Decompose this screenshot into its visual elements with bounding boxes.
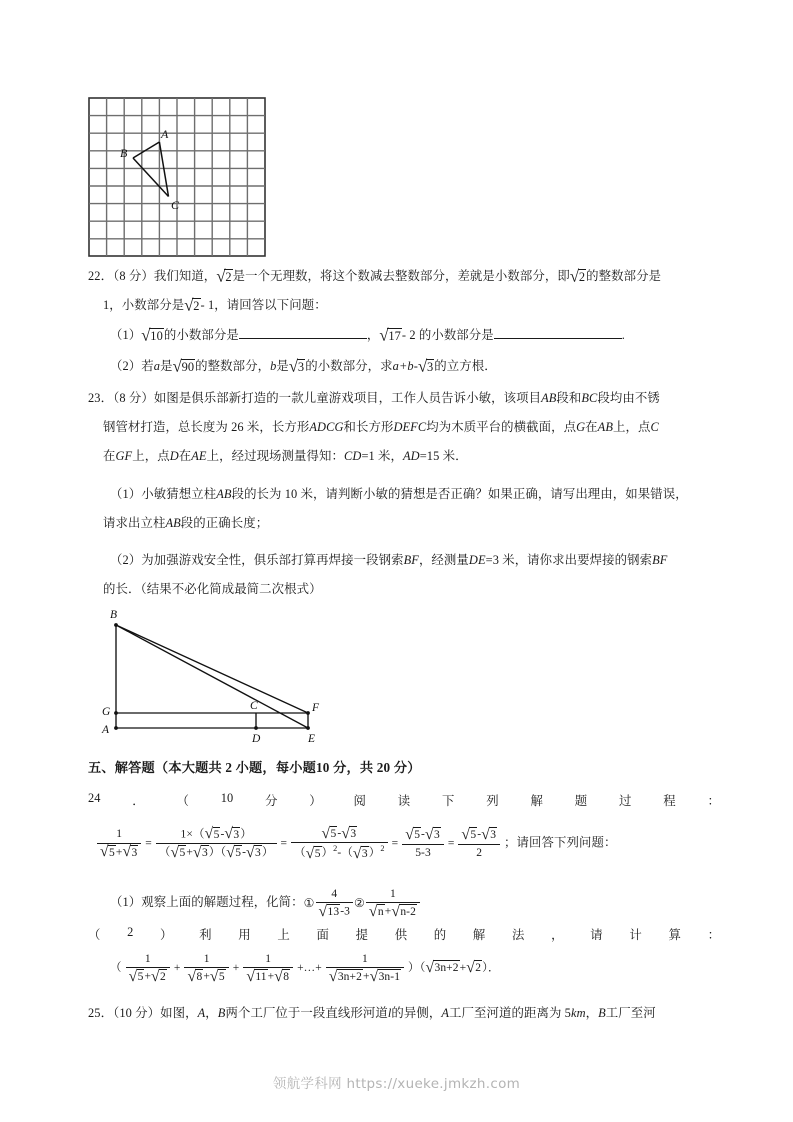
q25-l1-d: 的异侧， (391, 1006, 442, 1020)
q24-p2-c9: 的 (433, 928, 447, 942)
q24-p2-c16: ： (707, 928, 720, 942)
q24-head-c13: 程 (663, 794, 676, 808)
q23-p1-b: 段的长为 10 米，请判断小敏的猜想是否正确？如果正确，请写出理由，如果错误， (231, 487, 688, 501)
q24-p2-c3: 利 (199, 928, 212, 942)
ellipsis-plus: +…+ (297, 962, 322, 975)
q23-p1-c-a: 请求出立柱 (103, 516, 166, 530)
q22-line1-b: 是一个无理数，将这个数减去整数部分，差就是小数部分，即 (232, 269, 570, 283)
final-period: ． (487, 962, 500, 975)
exp-2a: 2 (333, 844, 338, 854)
q24-derivation-tail: ；请回答下列问题： (504, 835, 617, 850)
radical-5-s3n: √ 5 (321, 824, 337, 842)
radical-13: √ 13 (318, 903, 340, 921)
radical-5-s5: √ 5 (461, 826, 477, 844)
radical-5-t1: √ 5 (128, 968, 144, 986)
radical-2c: √ 2 (184, 295, 200, 315)
q22-line2 (103, 297, 327, 314)
q23-part2-line1 (110, 552, 667, 568)
q22-part2 (110, 358, 497, 375)
q23-l3-d: 上，经过现场测量得知： (206, 449, 345, 463)
radical-5-s2n: √ 5 (204, 825, 220, 843)
q23-p2-c: =3 米，请你求出要焊接的钢索 (485, 553, 653, 567)
q22-line1-a: 22．（8 分）我们知道， (88, 269, 217, 283)
q25-l1-g: 工厂至河 (605, 1006, 656, 1020)
q24-head-c9: 列 (486, 794, 499, 808)
q25-factory-a: A (197, 1006, 206, 1020)
q23-geometry-figure (86, 603, 336, 745)
q23-pt-c: C (650, 420, 659, 434)
q24-head-c5: ） (309, 794, 322, 808)
q23-seg-gf: GF (115, 449, 133, 463)
q23-seg-ae: AE (191, 449, 207, 463)
q23-rect-adcg: ADCG (309, 420, 344, 434)
q24-derivation (96, 826, 616, 861)
frac-step1: 1 √ 5+ √ 3 (97, 827, 141, 860)
q24-p2-c15: 算 (668, 928, 681, 942)
q23-seg-ab-1: AB (541, 391, 557, 405)
q23-pt-d: D (169, 449, 179, 463)
q22-p2-prefix: （2）若 (110, 359, 154, 373)
q25-factory-a2: A (441, 1006, 450, 1020)
q24-p2-c13: 请 (590, 928, 603, 942)
q24-p2-c14: 计 (629, 928, 642, 942)
svg-text:C: C (171, 198, 180, 212)
q23-p1-c-seg-ab: AB (165, 516, 181, 530)
q22-p2-t3: 是 (276, 359, 289, 373)
radical-3a: √ 3 (288, 356, 305, 376)
frac-sum-t2: 1 √ 8+ √ 5 (184, 952, 228, 985)
radical-3-s3d: √ 3 (352, 844, 368, 862)
q25-l1-e: 工厂至河道的距离为 5 (449, 1006, 571, 1020)
q23-p1-seg-ab: AB (216, 487, 232, 501)
frac-sum-t1: 1 √ 5+ √ 2 (126, 952, 170, 985)
frac-step4: √ 5- √ 3 5-3 (402, 827, 444, 860)
q25-l1-b: ， (205, 1006, 218, 1020)
q24-p2-c12: ， (551, 928, 564, 942)
radical-3-s4: √ 3 (424, 826, 440, 844)
radical-17: √ 17 (379, 325, 401, 345)
q23-p2-b: ，经测量 (418, 553, 469, 567)
q25-unit-km: km (570, 1006, 586, 1020)
radical-8-t3: √ 8 (274, 968, 290, 986)
q25-line1 (88, 1005, 656, 1021)
q22-p1-comma: ， (366, 328, 380, 342)
q24-head-c14: ： (707, 794, 720, 808)
radical-5-s3d: √ 5 (305, 844, 321, 862)
q23-l2-d: 在 (585, 420, 598, 434)
q24-p2-c1: 2 (127, 925, 134, 939)
q23-line3 (103, 448, 468, 464)
q22-p2-t4: 的小数部分，求 (305, 359, 393, 373)
radical-2-t1: √ 2 (151, 968, 166, 986)
q23-l3-b: 上，点 (132, 449, 170, 463)
q24-p2-c11: 法 (512, 928, 525, 942)
q24-p2-c0: （ (88, 928, 101, 942)
radical-3-s2d1: √ 3 (192, 844, 208, 862)
frac-step3: √ 5- √ 3 （ √ 5）$^2$-（ √ 3）$^2$ (291, 826, 388, 861)
q23-l1-b: 段和 (556, 391, 582, 405)
q24-head-c12: 过 (619, 794, 632, 808)
svg-text:B: B (120, 146, 128, 160)
q22-p2-t1: 是 (160, 359, 173, 373)
q23-rect-defc: DEFC (393, 420, 427, 434)
svg-text:G: G (102, 706, 111, 718)
radical-3n-plus-2-t4: √ 3n+2 (328, 968, 362, 986)
q24-head-c4: 分 (265, 794, 278, 808)
q24-head-c1: ． (132, 794, 145, 808)
q22-part1 (110, 327, 625, 344)
eq-3: = (391, 837, 399, 850)
q23-l2-e: 上，点 (613, 420, 651, 434)
q22-p2-t2: 的整数部分， (195, 359, 271, 373)
q25-factory-b: B (217, 1006, 226, 1020)
radical-3-s2n: √ 3 (224, 825, 240, 843)
q23-p2-a: （2）为加强游戏安全性，俱乐部打算再焊接一段钢索 (110, 553, 404, 567)
paren-open: （ (110, 962, 122, 975)
q22-var-b: b (270, 359, 277, 373)
svg-text:A: A (102, 724, 110, 736)
q23-p1-a: （1）小敏猜想立柱 (110, 487, 217, 501)
frac-simplify-1: 4 √ 13-3 (316, 887, 353, 920)
q24-head-c7: 读 (397, 794, 411, 808)
q23-l3-f: =15 米． (419, 449, 468, 463)
paren-close: ）（ (408, 962, 426, 975)
radical-5-s1: √ 5 (100, 843, 115, 861)
answer-blank-1[interactable] (239, 327, 367, 339)
radical-2b: √ 2 (569, 266, 586, 286)
radical-3-s5: √ 3 (481, 826, 497, 844)
radical-3-s3n: √ 3 (341, 824, 357, 842)
frac-simplify-2: 1 √ n+ √ n-2 (366, 887, 420, 920)
q22-p1-text-b: - 2 的小数部分是 (401, 328, 494, 342)
q25-l1-f: ， (585, 1006, 599, 1020)
radical-3n-minus-1-t4: √ 3n-1 (369, 968, 401, 986)
q24-head-c6: 阅 (353, 794, 366, 808)
q23-line2 (103, 419, 659, 435)
q24-sum-expression: （ 1 √ 5+ √ 2 + 1 √ 8+ √ 5 + 1 √ 11+ √ 8 +…+ 1 √ 3n+2+ √ 3n-1 ）（ √ 3n+2+ √ 2）． (110, 953, 500, 986)
q24-head-c2: （ (176, 794, 189, 808)
svg-text:F: F (312, 702, 320, 714)
q22-p2-minus: - (413, 359, 418, 373)
frac-sum-t3: 1 √ 11+ √ 8 (243, 952, 293, 985)
radical-5-s2d1: √ 5 (170, 844, 186, 862)
radical-2-close: √ 2 (466, 959, 482, 977)
q23-l2-c: 均为木质平台的横截面，点 (426, 420, 577, 434)
q23-p1-c-b: 段的正确长度； (180, 516, 269, 530)
svg-text:A: A (161, 127, 169, 141)
q23-p2-d: 的长．（结果不必化简成最简二次根式） (103, 582, 322, 596)
radical-5-s4: √ 5 (405, 826, 421, 844)
q24-part1 (110, 887, 421, 920)
plus-1: + (173, 962, 181, 975)
q25-l1-a: 25．（10 分）如图， (88, 1006, 198, 1020)
eq-4: = (447, 837, 455, 850)
q22-p1-prefix: （1） (110, 328, 142, 342)
q25-l1-c: 两个工厂位于一段直线形河道 (225, 1006, 388, 1020)
q23-part2-line2 (103, 581, 322, 597)
svg-text:D: D (252, 733, 261, 745)
q24-head-c8: 下 (442, 794, 455, 808)
q24-p2-c8: 供 (394, 928, 408, 942)
radical-n: √ n (368, 903, 384, 921)
radical-5-t2: √ 5 (209, 968, 225, 986)
site-watermark: 领航学科网 https://xueke.jmkzh.com (272, 1076, 521, 1092)
q25-river-l: l (387, 1006, 392, 1020)
q23-l3-a: 在 (103, 449, 116, 463)
frac-step5: √ 5- √ 3 2 (458, 827, 500, 860)
q23-p2-seg-bf-1: BF (403, 553, 419, 567)
paren-final: ） (482, 962, 488, 975)
q24-p1-intro: （1）观察上面的解题过程，化简： (110, 895, 304, 910)
q24-p2-c6: 面 (316, 928, 329, 942)
q23-l2-a: 钢管材打造，总长度为 26 米，长方形 (103, 420, 310, 434)
q22-p2-t5: 的立方根． (434, 359, 497, 373)
q24-p2-c5: 上 (277, 928, 290, 942)
q24-part2-heading (88, 925, 720, 943)
q24-p2-c4: 用 (238, 928, 251, 942)
q23-l1-c: 段均由不锈 (597, 391, 660, 405)
q23-seg-ad: AD (403, 449, 420, 463)
q24-heading (88, 791, 720, 809)
svg-text:C: C (250, 700, 258, 712)
q23-p2-seg-bf-2: BF (652, 553, 668, 567)
radical-90: √ 90 (172, 356, 195, 376)
radical-3b: √ 3 (417, 356, 434, 376)
q22-var-a: a (153, 359, 161, 373)
plus-2: + (232, 962, 240, 975)
q23-pt-g: G (576, 420, 586, 434)
q24-p2-c7: 提 (355, 928, 368, 942)
q22-line1-c: 的整数部分是 (586, 269, 662, 283)
q22-p1-text-a: 的小数部分是 (163, 328, 239, 342)
q24-head-c0: 24 (88, 791, 101, 805)
q24-head-c11: 题 (574, 794, 588, 808)
radical-10: √ 10 (141, 325, 163, 345)
q22-expr-ab: a+b (392, 359, 414, 373)
radical-8-t2: √ 8 (187, 968, 203, 986)
radical-3-s1: √ 3 (122, 843, 138, 861)
q23-line1 (88, 390, 660, 406)
grid-triangle-figure (88, 97, 266, 257)
exp-2b: 2 (380, 844, 385, 854)
q25-factory-b2: B (598, 1006, 606, 1020)
q23-l3-e: =1 米， (361, 449, 403, 463)
frac-sum-t4: 1 √ 3n+2+ √ 3n-1 (326, 952, 404, 985)
radical-5-s2d2: √ 5 (226, 844, 242, 862)
q23-l1-a: 23．（8 分）如图是俱乐部新打造的一款儿童游戏项目，工作人员告诉小敏，该项目 (88, 391, 542, 405)
q22-line2-b: - 1，请回答以下问题： (200, 298, 327, 312)
radical-11-t3: √ 11 (246, 968, 267, 986)
q24-head-c10: 解 (530, 794, 543, 808)
q24-head-c3: 10 (220, 791, 234, 805)
q23-l3-c: 在 (178, 449, 192, 463)
frac-step2: 1×（ √ 5- √ 3） （ √ 5+ √ 3）（ √ 5- √ 3） (156, 827, 277, 861)
q22-line1 (88, 268, 661, 285)
q22-line2-a: 1，小数部分是 (103, 298, 185, 312)
q23-part1-line2 (103, 515, 268, 531)
svg-text:B: B (110, 609, 118, 621)
q23-seg-ab-2: AB (597, 420, 614, 434)
q22-p1-period: . (621, 328, 625, 342)
circled-2: ② (354, 896, 365, 911)
radical-2a: √ 2 (216, 266, 232, 286)
q23-p2-seg-de: DE (468, 553, 486, 567)
q24-p2-c10: 解 (472, 928, 486, 942)
q23-seg-bc: BC (581, 391, 598, 405)
q23-seg-cd: CD (344, 449, 362, 463)
radical-3n-plus-2-close: √ 3n+2 (425, 959, 459, 977)
svg-text:E: E (308, 733, 316, 745)
circled-1: ① (303, 896, 315, 911)
eq-2: = (280, 837, 288, 850)
q24-p2-c2: ） (160, 928, 173, 942)
radical-3-s2d2: √ 3 (246, 844, 261, 862)
eq-1: = (145, 837, 152, 850)
section-5-heading: 五、解答题（本大题共 2 小题，每小题10 分，共 20 分） (88, 760, 421, 775)
q23-part1-line1 (110, 486, 688, 502)
answer-blank-2[interactable] (494, 327, 622, 339)
q23-l2-b: 和长方形 (343, 420, 394, 434)
radical-n-minus-2: √ n-2 (391, 903, 416, 921)
